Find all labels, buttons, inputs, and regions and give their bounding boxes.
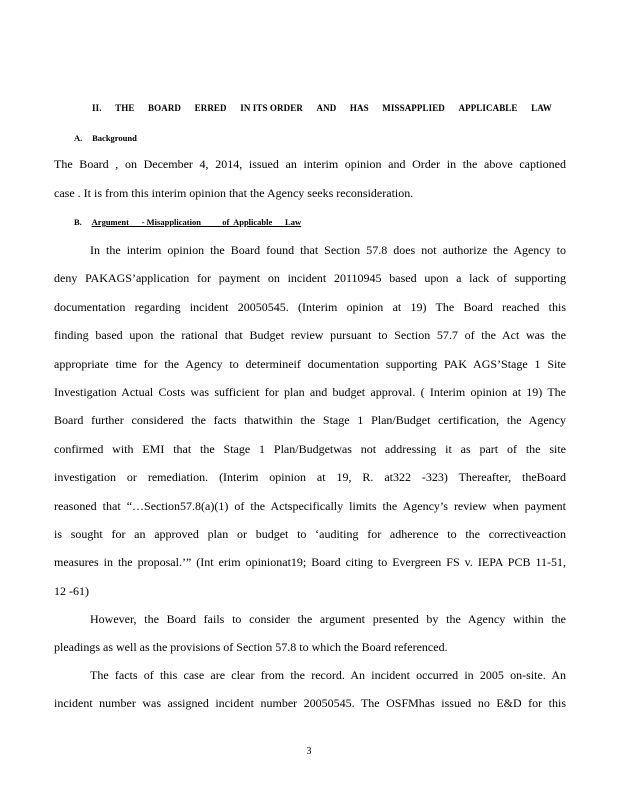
- text-line: Investigation Actual Costs was sufficient for plan and budget approval. ( Interim opinion at 19) The: [54, 385, 566, 399]
- heading-word: HAS: [349, 103, 369, 113]
- heading-word: BOARD: [148, 103, 182, 113]
- subheading-number: B.: [74, 217, 82, 227]
- text-line: pleadings as well as the provisions of Section 57.8 to which the Board referenced.: [54, 640, 448, 654]
- text-line: incident number was assigned incident number 20050545. The OSFMhas issued no E&D for this: [54, 696, 566, 710]
- heading-word: IN ITS ORDER: [240, 103, 303, 113]
- text-line: The Board , on December 4, 2014, issued an interim opinion and Order in the above captioned: [54, 157, 566, 171]
- text-line: Board further considered the facts thatwithin the Stage 1 Plan/Budget certification, the Agency: [54, 413, 566, 428]
- text-line: In the interim opinion the Board found that Section 57.8 does not authorize the Agency to: [90, 243, 566, 257]
- text-line: confirmed with EMI that the Stage 1 Plan/Budgetwas not addressing it as part of the site: [54, 441, 566, 456]
- heading-word: LAW: [531, 103, 552, 113]
- text-line: finding based upon the rational that Budget review pursuant to Section 57.7 of the Act was the: [54, 328, 566, 343]
- text-line: is sought for an approved plan or budget to ‘auditing for adherence to the correctiveaction: [54, 527, 566, 541]
- heading-word: THE: [115, 103, 135, 113]
- heading-word: MISSAPPLIED: [382, 103, 445, 113]
- heading-word: ERRED: [194, 103, 227, 113]
- subheading-title: Argument - Misapplication of Applicable Law: [91, 217, 302, 227]
- subheading-background: [74, 133, 137, 143]
- text-line: deny PAKAGS’application for payment on incident 20110945 based upon a lack of supporting: [54, 271, 566, 286]
- text-line: documentation regarding incident 20050545. (Interim opinion at 19) The Board reached this: [54, 299, 566, 314]
- subheading-title: Background: [92, 133, 137, 143]
- text-line: However, the Board fails to consider the argument presented by the Agency within the: [90, 612, 566, 626]
- text-line: 12 -61): [54, 583, 89, 598]
- section-heading: [92, 103, 552, 113]
- text-line: investigation or remediation. (Interim opinion at 19, R. at322 -323) Thereafter, theBoard: [54, 470, 566, 485]
- text-line: measures in the proposal.’” (Int erim opinionat19; Board citing to Evergreen FS v. IEPA PCB 11-51,: [54, 555, 566, 570]
- text-line: reasoned that “…Section57.8(a)(1) of the Actspecifically limits the Agency’s review when payment: [54, 498, 566, 513]
- text-line: The facts of this case are clear from the record. An incident occurred in 2005 on-site. An: [90, 668, 566, 682]
- heading-word: APPLICABLE: [458, 103, 518, 113]
- subheading-number: A.: [74, 133, 83, 143]
- page-number: 3: [306, 746, 312, 757]
- heading-word: AND: [316, 103, 337, 113]
- text-line: appropriate time for the Agency to determineif documentation supporting PAK AGS’Stage 1 Site: [54, 356, 566, 371]
- text-line: case . It is from this interim opinion that the Agency seeks reconsideration.: [54, 186, 414, 200]
- heading-word: II.: [92, 103, 102, 113]
- subheading-argument: [74, 217, 301, 227]
